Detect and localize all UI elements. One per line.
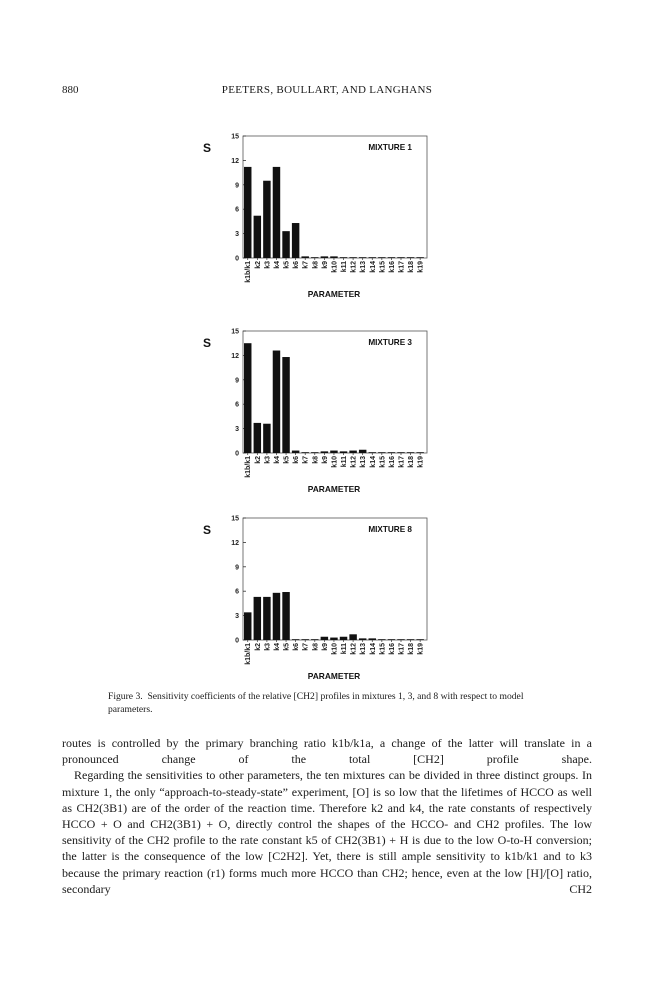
y-tick-label: 15 — [231, 133, 239, 141]
x-tick-label: k12 — [350, 261, 358, 273]
bar-k13 — [359, 450, 366, 453]
y-tick-label: 15 — [231, 515, 239, 523]
x-tick-label: k2 — [254, 456, 262, 464]
x-tick-label: k17 — [398, 261, 406, 273]
y-tick-label: 6 — [235, 401, 239, 409]
x-tick-label: k18 — [408, 261, 416, 273]
x-tick-label: k11 — [341, 643, 349, 655]
bar-k2 — [254, 423, 261, 453]
bar-k1b-k1 — [244, 167, 251, 258]
bar-k19 — [416, 639, 423, 640]
bar-k11 — [340, 257, 347, 258]
bar-k14 — [369, 257, 376, 258]
bar-k15 — [378, 452, 385, 453]
x-tick-label: k2 — [254, 261, 262, 269]
y-tick-label: 9 — [235, 377, 239, 385]
bar-k7 — [301, 256, 308, 258]
x-axis-label: PARAMETER — [307, 289, 361, 299]
bar-k12 — [349, 634, 356, 640]
bar-k1b-k1 — [244, 343, 251, 453]
bar-k7 — [301, 452, 308, 453]
x-tick-label: k10 — [331, 456, 339, 468]
bar-k18 — [407, 257, 414, 258]
x-tick-label: k8 — [312, 643, 320, 651]
bar-k9 — [321, 256, 328, 258]
y-tick-label: 12 — [231, 539, 239, 547]
x-tick-label: k4 — [273, 261, 281, 269]
bar-k2 — [254, 597, 261, 640]
y-tick-label: 9 — [235, 182, 239, 190]
bar-k8 — [311, 257, 318, 258]
bar-k10 — [330, 256, 337, 258]
bar-k1b-k1 — [244, 612, 251, 640]
bar-k14 — [369, 452, 376, 453]
bar-k19 — [416, 452, 423, 453]
bar-k4 — [273, 167, 280, 258]
bar-k3 — [263, 181, 270, 258]
x-axis-label: PARAMETER — [307, 671, 361, 681]
bar-k5 — [282, 231, 289, 258]
bar-k3 — [263, 424, 270, 453]
x-tick-label: k12 — [350, 643, 358, 655]
bar-k18 — [407, 639, 414, 640]
y-axis-label: S — [203, 523, 212, 537]
figure-caption — [108, 690, 548, 716]
x-tick-label: k3 — [264, 456, 272, 464]
chart-title: MIXTURE 1 — [368, 143, 412, 152]
y-tick-label: 9 — [235, 564, 239, 572]
x-tick-label: k13 — [360, 456, 368, 468]
x-tick-label: k5 — [283, 456, 291, 464]
x-tick-label: k16 — [388, 261, 396, 273]
x-tick-label: k11 — [341, 261, 349, 273]
bar-k9 — [321, 637, 328, 640]
x-tick-label: k4 — [273, 643, 281, 651]
bar-k4 — [273, 351, 280, 453]
bar-k6 — [292, 223, 299, 258]
y-tick-label: 12 — [231, 352, 239, 360]
y-axis-label: S — [203, 141, 212, 155]
x-tick-label: k5 — [283, 261, 291, 269]
x-tick-label: k7 — [302, 643, 310, 651]
x-tick-label: k12 — [350, 456, 358, 468]
bar-k13 — [359, 638, 366, 640]
caption-text: Sensitivity coefficients of the relative [CH2] profiles in mixtures 1, 3, and 8 with respect to model parameters. — [108, 691, 524, 715]
y-tick-label: 6 — [235, 206, 239, 214]
bar-k3 — [263, 597, 270, 640]
y-tick-label: 3 — [235, 231, 239, 239]
bar-k17 — [397, 257, 404, 258]
chart-title: MIXTURE 8 — [368, 525, 412, 534]
bar-k8 — [311, 452, 318, 453]
bar-k16 — [388, 639, 395, 640]
bar-k6 — [292, 451, 299, 453]
x-tick-label: k10 — [331, 261, 339, 273]
y-tick-label: 15 — [231, 328, 239, 336]
bar-k12 — [349, 451, 356, 453]
y-tick-label: 3 — [235, 426, 239, 434]
bar-k11 — [340, 451, 347, 453]
x-tick-label: k18 — [408, 456, 416, 468]
body-text — [62, 735, 592, 897]
x-tick-label: k3 — [264, 261, 272, 269]
bar-k13 — [359, 257, 366, 258]
x-tick-label: k6 — [293, 261, 301, 269]
bar-k12 — [349, 257, 356, 258]
x-tick-label: k2 — [254, 643, 262, 651]
chart-title: MIXTURE 3 — [368, 338, 412, 347]
bar-k17 — [397, 452, 404, 453]
x-tick-label: k6 — [293, 643, 301, 651]
x-tick-label: k1b/k1 — [245, 643, 253, 665]
bar-k11 — [340, 637, 347, 640]
bar-k15 — [378, 257, 385, 258]
caption-label: Figure 3. — [108, 691, 143, 702]
y-tick-label: 6 — [235, 588, 239, 596]
bar-k10 — [330, 638, 337, 640]
x-tick-label: k14 — [369, 456, 377, 468]
x-tick-label: k11 — [341, 456, 349, 468]
x-tick-label: k4 — [273, 456, 281, 464]
bar-k19 — [416, 257, 423, 258]
x-tick-label: k15 — [379, 261, 387, 273]
x-tick-label: k16 — [388, 456, 396, 468]
x-tick-label: k1b/k1 — [245, 261, 253, 283]
x-tick-label: k19 — [417, 643, 425, 655]
bar-k17 — [397, 639, 404, 640]
x-axis-label: PARAMETER — [307, 484, 361, 494]
x-tick-label: k1b/k1 — [245, 456, 253, 478]
x-tick-label: k13 — [360, 261, 368, 273]
running-title: PEETERS, BOULLART, AND LANGHANS — [221, 84, 433, 96]
x-tick-label: k13 — [360, 643, 368, 655]
x-tick-label: k5 — [283, 643, 291, 651]
bar-k14 — [369, 638, 376, 640]
bar-k18 — [407, 452, 414, 453]
bar-k7 — [301, 639, 308, 640]
x-tick-label: k10 — [331, 643, 339, 655]
y-tick-label: 0 — [235, 637, 239, 645]
x-tick-label: k9 — [321, 456, 329, 464]
y-tick-label: 0 — [235, 450, 239, 458]
x-tick-label: k9 — [321, 643, 329, 651]
x-tick-label: k9 — [321, 261, 329, 269]
x-tick-label: k17 — [398, 643, 406, 655]
x-tick-label: k14 — [369, 643, 377, 655]
page-number: 880 — [62, 84, 79, 96]
bar-k4 — [273, 593, 280, 640]
bar-k8 — [311, 639, 318, 640]
paragraph-1: routes is controlled by the primary branching ratio k1b/k1a, a change of the latter will translate in a pronounced change of the total [CH2] profile shape. — [62, 736, 592, 767]
x-tick-label: k7 — [302, 261, 310, 269]
paragraph-2: Regarding the sensitivities to other parameters, the ten mixtures can be divided in three distinct groups. In mixture 1, the only “approach-to-steady-state” experiment, [O] is so low that the lifetimes of HCCO as well as CH2(3B1) are of the order of the reaction time. Therefore k2 and k4, the rate constants of respectively HCCO + O and CH2(3B1) + O, directly control the shapes of the HCCO- and CH2 profiles. The low sensitivity of the CH2 profile to the rate constant k5 of CH2(3B1) + H is due to the low O-to-H conversion; the latter is the consequence of the low [C2H2]. Yet, there is still ample sensitivity to k1b/k1 and to k3 because the primary reaction (r1) forms much more HCCO than CH2; hence, even at the low [H]/[O] ratio, secondary CH2 — [62, 768, 592, 896]
bar-k10 — [330, 451, 337, 453]
x-tick-label: k6 — [293, 456, 301, 464]
x-tick-label: k19 — [417, 261, 425, 273]
bar-k6 — [292, 639, 299, 640]
x-tick-label: k8 — [312, 456, 320, 464]
x-tick-label: k17 — [398, 456, 406, 468]
y-tick-label: 0 — [235, 255, 239, 263]
x-tick-label: k19 — [417, 456, 425, 468]
x-tick-label: k15 — [379, 456, 387, 468]
y-tick-label: 12 — [231, 157, 239, 165]
bar-k16 — [388, 257, 395, 258]
bar-k2 — [254, 216, 261, 258]
x-tick-label: k14 — [369, 261, 377, 273]
bar-k5 — [282, 592, 289, 640]
x-tick-label: k7 — [302, 456, 310, 464]
y-tick-label: 3 — [235, 613, 239, 621]
y-axis-label: S — [203, 336, 212, 350]
bar-k16 — [388, 452, 395, 453]
bar-k9 — [321, 451, 328, 453]
x-tick-label: k8 — [312, 261, 320, 269]
x-tick-label: k16 — [388, 643, 396, 655]
x-tick-label: k18 — [408, 643, 416, 655]
bar-k5 — [282, 357, 289, 453]
x-tick-label: k3 — [264, 643, 272, 651]
x-tick-label: k15 — [379, 643, 387, 655]
bar-k15 — [378, 639, 385, 640]
